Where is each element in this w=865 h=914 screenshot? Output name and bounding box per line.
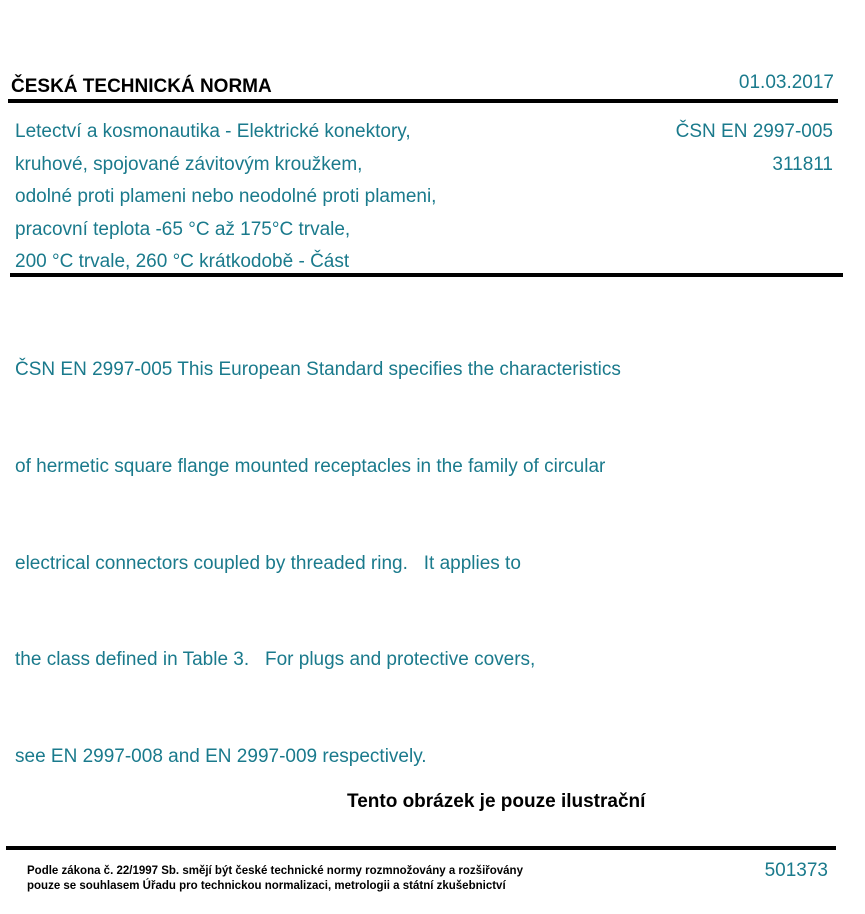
abstract-line: ČSN EN 2997-005 This European Standard specifies the characteristics [15,359,621,381]
standard-title-line: pracovní teplota -65 °C až 175°C trvale, [15,218,351,240]
title-divider [10,273,843,277]
footer-divider [6,846,836,850]
abstract-line: electrical connectors coupled by threaded ring. It applies to [15,552,521,574]
header-divider [8,99,838,103]
illustration-note: Tento obrázek je pouze ilustrační [347,791,646,812]
document-title: ČESKÁ TECHNICKÁ NORMA [11,76,272,97]
catalog-number: 501373 [764,860,828,881]
standard-title-line: 200 °C trvale, 260 °C krátkodobě - Část [15,251,350,272]
abstract [15,290,621,805]
classification-number: 311811 [772,153,833,175]
standard-title-line: Letectví a kosmonautika - Elektrické konektory, [15,121,411,142]
standard-title-line: kruhové, spojované závitovým kroužkem, [15,153,363,175]
abstract-line: the class defined in Table 3. For plugs and protective covers, [15,649,536,671]
publication-date: 01.03.2017 [738,72,834,93]
standard-designation: ČSN EN 2997-005 [675,121,833,142]
abstract-line: of hermetic square flange mounted receptacles in the family of circular [15,456,606,478]
standard-title [15,116,436,279]
legal-notice-line: pouze se souhlasem Úřadu pro technickou normalizaci, metrologii a státní zkušebnictví [27,880,506,892]
abstract-line: see EN 2997-008 and EN 2997-009 respectively. [15,745,427,767]
legal-notice [27,864,523,894]
legal-notice-line: Podle zákona č. 22/1997 Sb. smějí být české technické normy rozmnožovány a rozšiřovány [27,865,523,877]
standard-codes [676,116,833,181]
standard-title-line: odolné proti plameni nebo neodolné proti plameni, [15,186,437,207]
